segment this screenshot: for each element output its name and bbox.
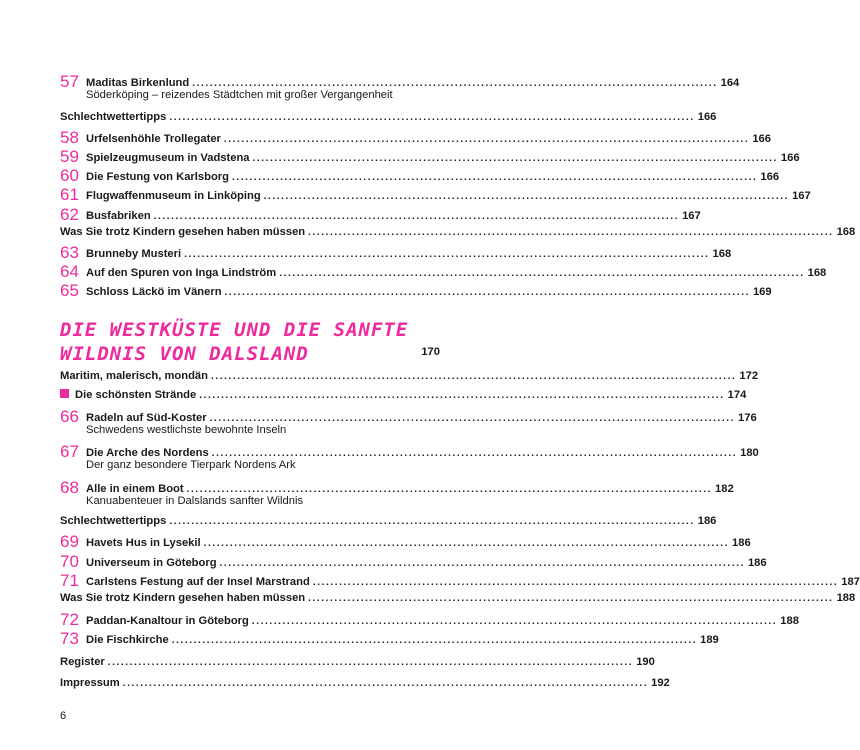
entry-number: 58 [60, 127, 79, 147]
section-page-number: 170 [421, 346, 440, 358]
toc-entry [60, 389, 747, 403]
dot-leader: ........................................................................................................................ [171, 634, 698, 646]
entry-number: 67 [60, 442, 79, 462]
entry-title: Was Sie trotz Kindern gesehen haben müssen [60, 592, 306, 605]
entry-number: 71 [60, 571, 79, 590]
toc-entry-row [60, 204, 701, 224]
toc-entry [60, 370, 759, 384]
entry-title: Auf den Spuren von Inga Lindström [86, 267, 277, 280]
entry-page: 189 [700, 633, 719, 646]
entry-title: Maritim, malerisch, mondän [60, 370, 208, 382]
entry-title: Die Fischkirche [86, 633, 169, 646]
toc-entry-row [60, 72, 740, 91]
entry-title: Busfabriken [86, 209, 151, 222]
dot-leader: ........................................................................................................................ [251, 615, 778, 627]
entry-title: Spielzeugmuseum in Vadstena [86, 151, 250, 164]
toc-entry [60, 242, 732, 262]
dot-leader: ........................................................................................................................ [203, 538, 730, 550]
dot-leader: ........................................................................................................................ [122, 678, 649, 689]
dot-leader: ........................................................................................................................ [186, 483, 712, 495]
toc-entry [60, 477, 734, 508]
toc-entry-row [60, 262, 827, 282]
entry-title: Havets Hus in Lysekil [86, 537, 201, 550]
entry-page: 188 [780, 614, 799, 627]
entry-page: 186 [732, 537, 751, 550]
entry-page: 169 [752, 286, 772, 299]
toc-entry [60, 442, 759, 472]
toc-entry-row [60, 477, 734, 497]
entry-number: 59 [60, 146, 79, 166]
pink-square-bullet-icon [60, 389, 69, 398]
entry-page: 174 [727, 389, 747, 402]
toc-entry [60, 72, 740, 102]
entry-number: 60 [60, 166, 79, 186]
entry-page: 190 [636, 656, 655, 668]
entry-page: 166 [760, 171, 780, 184]
toc-entry-row [60, 127, 771, 147]
toc-entry [60, 262, 827, 282]
toc-entry-row [60, 551, 767, 571]
toc-entry [60, 532, 751, 552]
entry-page: 168 [807, 267, 827, 280]
entry-page: 176 [738, 411, 757, 424]
dot-leader: ........................................................................................................................ [308, 226, 834, 238]
entry-page: 172 [739, 370, 759, 382]
entry-page: 180 [740, 447, 759, 460]
entry-title: Was Sie trotz Kindern gesehen haben müssen [60, 225, 306, 238]
toc-entry [60, 166, 780, 186]
entry-number: 61 [60, 185, 79, 205]
toc-entry-row [60, 677, 670, 691]
entry-number: 57 [60, 72, 79, 91]
dot-leader: ........................................................................................................................ [210, 371, 737, 382]
toc-entry-row [60, 609, 799, 629]
entry-page: 168 [712, 247, 732, 260]
toc-entry [60, 592, 856, 606]
toc-entry-row [60, 281, 772, 301]
entry-page: 168 [836, 225, 856, 238]
toc-entry-row [60, 110, 717, 125]
entry-subtitle: Söderköping – reizendes Städtchen mit großer Vergangenheit [86, 89, 393, 101]
entry-subtitle: Der ganz besondere Tierpark Nordens Ark [86, 459, 296, 472]
entry-subtitle: Kanuabenteuer in Dalslands sanfter Wildnis [86, 494, 304, 507]
entry-title: Die Festung von Karlsborg [86, 171, 229, 184]
entry-page: 188 [836, 592, 856, 605]
entry-title: Die Arche des Nordens [86, 447, 209, 460]
entry-subtitle: Schwedens westlichste bewohnte Inseln [86, 423, 287, 436]
toc-entry-row [60, 592, 856, 606]
entry-number: 70 [60, 551, 79, 571]
entry-number: 69 [60, 532, 79, 552]
dot-leader: ........................................................................................................................ [192, 78, 718, 89]
page-number: 6 [60, 710, 67, 722]
dot-leader: ........................................................................................................................ [211, 448, 738, 460]
dot-leader: ........................................................................................................................ [223, 133, 750, 145]
entry-page: 166 [697, 110, 717, 123]
entry-title: Maditas Birkenlund [86, 77, 190, 89]
entry-title: Flugwaffenmuseum in Linköping [86, 190, 261, 203]
toc-entry [60, 146, 800, 166]
toc-entry-row [60, 185, 811, 205]
entry-title: Impressum [60, 677, 120, 689]
entry-number: 72 [60, 609, 79, 629]
dot-leader: ........................................................................................................................ [153, 210, 680, 222]
dot-leader: ........................................................................................................................ [308, 593, 834, 605]
toc-entry [60, 225, 856, 240]
toc-entry-row [60, 532, 751, 552]
entry-title: Universeum in Göteborg [86, 556, 217, 569]
toc-entry [60, 281, 772, 301]
entry-title: Schlechtwettertipps [60, 515, 167, 528]
toc-entry-row [60, 406, 757, 426]
dot-leader: ........................................................................................................................ [279, 268, 805, 280]
entry-page: 167 [682, 209, 701, 222]
entry-page: 164 [720, 77, 740, 89]
entry-title: Schloss Läckö im Vänern [86, 286, 222, 299]
dot-leader: ........................................................................................................................ [312, 577, 839, 588]
toc-entry [60, 204, 701, 224]
entry-page: 192 [651, 677, 670, 689]
toc-entry-row [60, 242, 732, 262]
entry-page: 186 [697, 515, 717, 528]
entry-number: 63 [60, 242, 79, 262]
dot-leader: ........................................................................................................................ [169, 111, 695, 123]
dot-leader: ........................................................................................................................ [107, 657, 634, 668]
entry-title: Urfelsenhöhle Trollegater [86, 132, 221, 145]
toc-entry-row [60, 515, 717, 529]
dot-leader: ........................................................................................................................ [252, 152, 778, 164]
dot-leader: ........................................................................................................................ [184, 248, 710, 260]
toc-entry-row [60, 628, 719, 648]
entry-page: 182 [715, 482, 734, 495]
toc-entry [60, 571, 860, 590]
section-heading [60, 318, 408, 366]
entry-number: 66 [60, 406, 79, 426]
entry-page: 186 [747, 556, 767, 569]
toc-entry-row [60, 225, 856, 240]
toc-entry [60, 628, 719, 648]
dot-leader: ........................................................................................................................ [263, 191, 790, 203]
entry-title: Carlstens Festung auf der Insel Marstrand [86, 576, 310, 588]
toc-entry [60, 551, 767, 571]
toc-entry-row [60, 370, 759, 384]
entry-title: Register [60, 656, 105, 668]
entry-number: 65 [60, 281, 79, 301]
section-heading-line1: DIE WESTKÜSTE UND DIE SANFTE [60, 319, 409, 341]
toc-entry [60, 656, 655, 670]
toc-entry [60, 110, 717, 125]
entry-page: 167 [792, 190, 811, 203]
toc-entry [60, 127, 771, 147]
dot-leader: ........................................................................................................................ [199, 390, 725, 402]
toc-entry-row [60, 656, 655, 670]
section-heading-line2: WILDNIS VON DALSLAND [60, 343, 309, 365]
toc-entry [60, 609, 799, 629]
entry-number: 64 [60, 262, 79, 282]
entry-number: 68 [60, 477, 79, 497]
dot-leader: ........................................................................................................................ [231, 172, 758, 184]
entry-number: 73 [60, 628, 79, 648]
entry-title: Radeln auf Süd-Koster [86, 411, 207, 424]
toc-entry-row [60, 166, 780, 186]
toc-entry-row [60, 146, 800, 166]
entry-title: Brunneby Musteri [86, 247, 182, 260]
entry-title: Die schönsten Strände [75, 389, 197, 402]
entry-page: 187 [841, 576, 860, 588]
entry-page: 166 [752, 132, 771, 145]
toc-entry [60, 515, 717, 529]
toc-entry-row [60, 571, 860, 590]
toc-entry-row [60, 442, 759, 462]
dot-leader: ........................................................................................................................ [224, 287, 750, 299]
entry-page: 166 [780, 151, 800, 164]
entry-title: Alle in einem Boot [86, 482, 184, 495]
entry-title: Paddan-Kanaltour in Göteborg [86, 614, 249, 627]
toc-entry [60, 677, 670, 691]
dot-leader: ........................................................................................................................ [219, 557, 745, 569]
toc-entry [60, 406, 757, 437]
toc-entry-row [60, 389, 747, 403]
dot-leader: ........................................................................................................................ [209, 412, 735, 424]
entry-title: Schlechtwettertipps [60, 110, 167, 123]
toc-entry [60, 185, 811, 205]
entry-number: 62 [60, 204, 79, 224]
dot-leader: ........................................................................................................................ [169, 516, 695, 528]
